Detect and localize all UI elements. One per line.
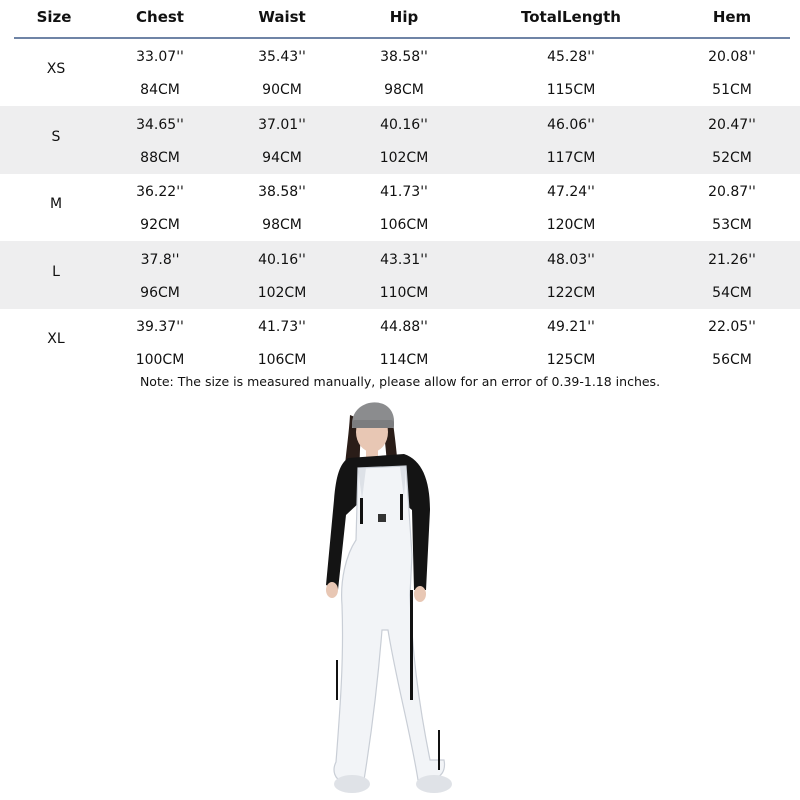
- cm-value: 102CM: [257, 284, 307, 301]
- cm-value: 94CM: [262, 149, 302, 166]
- inch-value: 49.21'': [547, 319, 595, 335]
- inch-value: 34.65'': [136, 116, 184, 133]
- header-size: Size: [36, 8, 72, 26]
- table-row: [0, 241, 800, 309]
- cm-value: 88CM: [140, 149, 180, 166]
- cm-value: 125CM: [546, 352, 596, 368]
- inch-value: 20.08'': [708, 49, 756, 65]
- cm-value: 98CM: [384, 82, 424, 98]
- chest-zipper-right: [400, 494, 403, 520]
- leg-zipper-right: [438, 730, 440, 770]
- inch-value: 21.26'': [708, 251, 756, 268]
- header-waist: Waist: [258, 8, 306, 26]
- model-photo: [300, 390, 480, 800]
- inch-value: 47.24'': [547, 184, 595, 200]
- inch-value: 40.16'': [380, 116, 428, 133]
- inch-value: 22.05'': [708, 319, 756, 335]
- measurement-note: Note: The size is measured manually, please allow for an error of 0.39-1.18 inches.: [139, 374, 661, 389]
- shoe-left: [334, 775, 370, 793]
- cm-value: 100CM: [135, 352, 185, 368]
- cm-value: 106CM: [257, 352, 307, 368]
- cm-value: 115CM: [546, 82, 596, 98]
- logo-tag: [378, 514, 386, 522]
- cm-value: 90CM: [262, 82, 302, 98]
- size-label: XL: [47, 331, 65, 347]
- inch-value: 38.58'': [380, 49, 428, 65]
- beanie-cuff: [352, 420, 394, 428]
- table-header-row: [0, 0, 800, 37]
- inch-value: 39.37'': [136, 319, 184, 335]
- header-chest: Chest: [136, 8, 184, 26]
- inch-value: 46.06'': [547, 116, 595, 133]
- cm-value: 52CM: [712, 149, 752, 166]
- size-label: S: [51, 128, 61, 145]
- cm-value: 54CM: [712, 284, 752, 301]
- model-hand-right: [414, 586, 426, 602]
- inch-value: 20.87'': [708, 184, 756, 200]
- cm-value: 51CM: [712, 82, 752, 98]
- side-zipper: [410, 590, 413, 700]
- chest-zipper-left: [360, 498, 363, 524]
- cm-value: 96CM: [140, 284, 180, 301]
- inch-value: 48.03'': [547, 251, 595, 268]
- cm-value: 122CM: [546, 284, 596, 301]
- inch-value: 40.16'': [258, 251, 306, 268]
- cm-value: 92CM: [140, 217, 180, 233]
- inch-value: 38.58'': [258, 184, 306, 200]
- header-hem: Hem: [712, 8, 752, 26]
- table-row: [0, 106, 800, 174]
- inch-value: 35.43'': [258, 49, 306, 65]
- inch-value: 37.8'': [140, 251, 180, 268]
- header-total-length: TotalLength: [521, 8, 621, 26]
- inch-value: 33.07'': [136, 49, 184, 65]
- inch-value: 43.31'': [380, 251, 428, 268]
- cm-value: 106CM: [379, 217, 429, 233]
- inch-value: 41.73'': [380, 184, 428, 200]
- table-row: [0, 308, 800, 376]
- inch-value: 41.73'': [258, 319, 306, 335]
- size-label: M: [49, 196, 63, 212]
- leg-zipper-left: [336, 660, 338, 700]
- cm-value: 102CM: [379, 149, 429, 166]
- header-hip: Hip: [389, 8, 419, 26]
- table-row: [0, 38, 800, 106]
- inch-value: 20.47'': [708, 116, 756, 133]
- inch-value: 44.88'': [380, 319, 428, 335]
- cm-value: 53CM: [712, 217, 752, 233]
- table-row: [0, 173, 800, 241]
- size-label: L: [52, 263, 60, 280]
- inch-value: 45.28'': [547, 49, 595, 65]
- cm-value: 110CM: [379, 284, 429, 301]
- inch-value: 37.01'': [258, 116, 306, 133]
- cm-value: 84CM: [140, 82, 180, 98]
- model-hand-left: [326, 582, 338, 598]
- inch-value: 36.22'': [136, 184, 184, 200]
- cm-value: 98CM: [262, 217, 302, 233]
- shoe-right: [416, 775, 452, 793]
- cm-value: 114CM: [379, 352, 429, 368]
- size-label: XS: [46, 61, 66, 77]
- cm-value: 120CM: [546, 217, 596, 233]
- cm-value: 56CM: [712, 352, 752, 368]
- cm-value: 117CM: [546, 149, 596, 166]
